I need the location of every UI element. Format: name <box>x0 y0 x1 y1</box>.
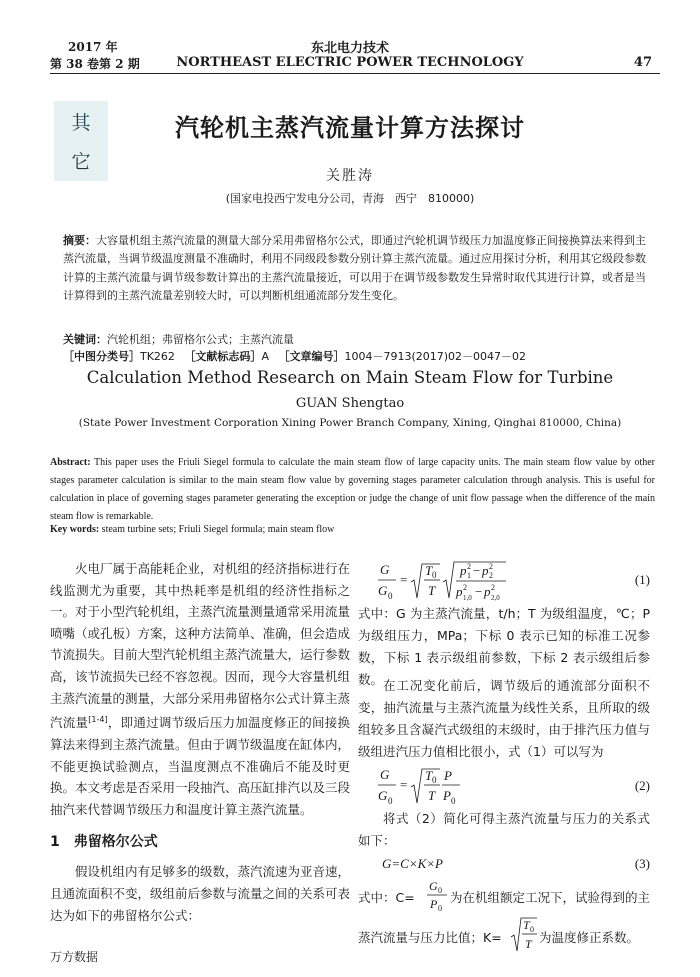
svg-text:=: = <box>400 777 408 792</box>
body-left-p1-tail: ，即通过调节级后压力加温度修正的间接换算法来得到主蒸汽流量。但由于调节级温度在缸体内，不能更换试验测点，当温度测点不准确后不能及时更换。本文考虑是否采用一段抽汽、高压缸排汽以及三段抽汽来代替调节级压力和温度计算主蒸汽流量。 <box>50 715 351 817</box>
body-left-p1-text: 火电厂属于高能耗企业，对机组的经济指标进行在线监测尤为重要，其中热耗率是机组的经济性指标之一。对于小型汽轮机组，主蒸汽流量测量通常采用流量喷嘴（或孔板）方案，这种方法简单、准确，但会造成节流损失。目前大型汽轮机组主蒸汽流量大，运行参数高，该节流损失已经不容忽视。因而，现今大容量机组主蒸汽流量的测量，大部分采用弗留格尔公式计算主蒸汽流量 <box>50 561 351 731</box>
header-volume: 第 38 卷第 2 期 <box>50 57 140 71</box>
svg-text:T: T <box>428 583 436 598</box>
c-fraction <box>426 877 450 913</box>
svg-text:0: 0 <box>432 775 437 785</box>
c-definition-suffix: 为在机组额定工况下，试验得到的主 <box>450 890 651 905</box>
svg-text:G: G <box>378 788 388 803</box>
author-cn: 关胜涛 <box>326 168 374 184</box>
svg-text:G: G <box>380 562 390 577</box>
c-definition-prefix: 式中：C= <box>358 890 415 905</box>
body-right-paragraph-3 <box>358 808 650 852</box>
keywords-cn <box>63 331 648 347</box>
body-left-p2-text: 假设机组内有足够多的级数，蒸汽流速为亚音速，且通流面积不变，级组前后参数与流量之间的关系可表达为如下的弗留格尔公式： <box>50 864 351 923</box>
svg-text:P: P <box>443 788 451 803</box>
body-right-p3: 将式（2）简化可得主蒸汽流量与压力的关系式如下： <box>358 811 650 848</box>
column-tag-char: 它 <box>71 151 91 173</box>
svg-text:0: 0 <box>388 591 393 601</box>
keywords-en <box>50 524 655 535</box>
svg-text:2: 2 <box>489 562 493 571</box>
svg-text:0: 0 <box>438 904 442 913</box>
svg-text:2: 2 <box>467 562 471 571</box>
svg-text:G: G <box>429 879 438 893</box>
abstract-en <box>50 454 655 526</box>
abstract-en-label: Abstract: <box>50 457 91 468</box>
svg-text:2: 2 <box>489 571 493 580</box>
svg-text:p: p <box>456 584 463 599</box>
svg-text:T: T <box>425 563 433 578</box>
abstract-en-text: This paper uses the Friuli Siegel formula to calculate the main steam flow of large capacity units. The main steam flow value by other stages parameter calculation is similar to the main steam flow value by governing stages parameter calculation through analysis. This is useful for calculation in place of governing stages parameter generating the exception or judge the change of unit flow passage when the difference of the main steam flow is remarkable. <box>50 457 655 522</box>
body-right-p2: 在工况变化前后，调节级后的通流部分面积不变，抽汽流量与主蒸汽流量为线性关系，且所取的级组较多且含凝汽式级组的末级时，由于排汽压力值与级组进汽压力值相比很小，式（1）可以写为 <box>358 678 650 759</box>
svg-text:0: 0 <box>438 886 442 895</box>
header-year: 2017 年 <box>68 40 118 54</box>
svg-text:P: P <box>444 768 452 783</box>
svg-text:2: 2 <box>463 583 467 592</box>
body-right-c-line <box>358 877 658 913</box>
equation-2 <box>378 762 478 808</box>
svg-text:0: 0 <box>432 570 437 580</box>
article-no-value: 1004－7913(2017)02－0047－02 <box>344 350 527 363</box>
author-en: GUAN Shengtao <box>295 396 405 411</box>
affiliation-cn: (国家电投西宁发电分公司，青海 西宁 810000) <box>225 192 475 205</box>
title-cn: 汽轮机主蒸汽流量计算方法探讨 <box>175 114 525 142</box>
svg-text:0: 0 <box>388 796 393 806</box>
svg-text:1,0: 1,0 <box>463 594 472 602</box>
column-tag-char: 其 <box>71 112 91 134</box>
doc-code-label: ［文献标志码］ <box>184 350 262 363</box>
svg-text:1: 1 <box>467 571 471 580</box>
equation-3: G=C×K×P <box>382 856 443 871</box>
svg-text:−: − <box>475 584 483 599</box>
svg-text:0: 0 <box>451 796 456 806</box>
body-left-paragraph-2 <box>50 861 350 927</box>
equation-1 <box>378 556 508 604</box>
classification-line <box>63 348 648 364</box>
svg-text:T: T <box>425 768 433 783</box>
article-no-label: ［文章编号］ <box>278 350 345 363</box>
equation-3-number: (3) <box>634 856 650 871</box>
affiliation-en: (State Power Investment Corporation Xining Power Branch Company, Xining, Qinghai 810000, China) <box>78 417 622 429</box>
svg-text:G: G <box>380 767 390 782</box>
section-1-heading: 1 弗留格尔公式 <box>50 834 158 850</box>
abstract-cn-text: 大容量机组主蒸汽流量的测量大部分采用弗留格尔公式，即通过汽轮机调节级压力加温度修正间接换算法来得到主蒸汽流量，当调节级温度测量不准确时，利用不同级段参数分别计算主蒸汽流量。通过应用探讨分析，利用其它级段参数计算的主蒸汽流量与调节级参数计算出的主蒸汽流量接近，可以用于在调节级参数发生异常时取代其进行计算，或者是当计算得到的主蒸汽流量差别较大时，可以判断机组通流部分发生变化。 <box>63 234 646 302</box>
doc-code-value: A <box>261 350 269 363</box>
svg-text:P: P <box>430 897 438 911</box>
svg-text:p: p <box>460 563 467 578</box>
footer-watermark: 万方数据 <box>50 950 99 964</box>
k-definition-prefix: 蒸汽流量与压力比值；K= <box>358 930 502 945</box>
svg-text:p: p <box>482 563 489 578</box>
svg-text:G: G <box>378 583 388 598</box>
k-definition-suffix: 为温度修正系数。 <box>539 930 640 945</box>
svg-text:2: 2 <box>491 583 495 592</box>
title-en: Calculation Method Research on Main Steam Flow for Turbine <box>86 368 614 387</box>
body-right-p1: 式中：G 为主蒸汽流量，t/h；T 为级组温度，℃；P 为级组压力，MPa；下标 0 表示已知的标准工况参数，下标 1 表示级组前参数，下标 2 表示级组后参数。 <box>358 606 650 687</box>
citation: [1-4] <box>88 715 108 725</box>
svg-text:T: T <box>523 918 530 932</box>
body-left-paragraph-1 <box>50 558 350 820</box>
equation-1-number: (1) <box>634 572 650 587</box>
abstract-cn-label: 摘要： <box>63 234 96 247</box>
keywords-cn-label: 关键词： <box>63 333 107 346</box>
k-sqrt <box>510 913 538 955</box>
keywords-en-text: steam turbine sets; Friuli Siegel formula; main steam flow <box>101 524 335 535</box>
journal-name-cn: 东北电力技术 <box>310 41 389 56</box>
header-rule <box>50 73 660 74</box>
body-right-paragraph-2 <box>358 675 650 763</box>
clc-label: ［中图分类号］ <box>63 350 140 363</box>
body-right-k-line <box>358 913 658 957</box>
abstract-cn <box>63 232 648 305</box>
svg-text:−: − <box>473 563 481 578</box>
svg-text:T: T <box>428 788 436 803</box>
keywords-cn-text: 汽轮机组；弗留格尔公式；主蒸汽流量 <box>107 333 294 346</box>
clc-value: TK262 <box>140 350 175 363</box>
svg-text:T: T <box>525 937 532 951</box>
keywords-en-label: Key words: <box>50 524 100 535</box>
page-number: 47 <box>633 55 652 70</box>
equation-2-number: (2) <box>634 778 650 793</box>
svg-text:=: = <box>400 572 408 587</box>
svg-text:2,0: 2,0 <box>491 594 500 602</box>
svg-text:0: 0 <box>530 925 534 934</box>
svg-text:p: p <box>484 584 491 599</box>
journal-name-en: NORTHEAST ELECTRIC POWER TECHNOLOGY <box>176 55 524 70</box>
